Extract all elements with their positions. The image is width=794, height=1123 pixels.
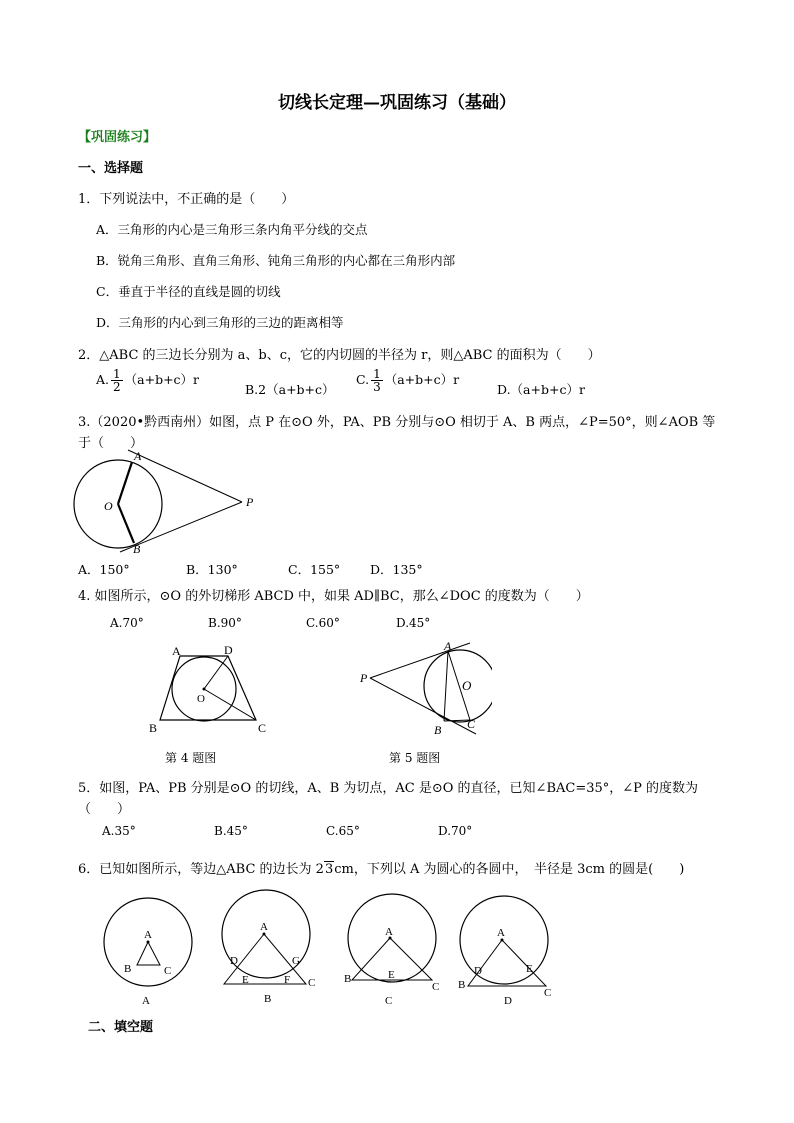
question-5-option-b: B.45° xyxy=(214,824,248,838)
label-c: C xyxy=(308,977,316,989)
question-5-option-d: D.70° xyxy=(438,824,473,838)
label-o: O xyxy=(197,693,205,705)
label-e: E xyxy=(526,963,533,975)
label-b: B xyxy=(149,721,158,735)
chord-ab xyxy=(444,651,448,721)
question-3-stem-line1: 3.（2020•黔西南州）如图，点 P 在⊙O 外，PA、PB 分别与⊙O 相切于 A、B 两点，∠P=50°，则∠AOB 等 xyxy=(78,415,716,430)
label-d: D xyxy=(224,643,233,657)
question-5-figure xyxy=(352,638,492,742)
question-6-figure-b xyxy=(218,886,328,1010)
question-2-option-c: C. $\frac{1}{3}$ （a+b+c）r xyxy=(356,367,460,394)
triangle-abc xyxy=(137,942,160,965)
label-c: C xyxy=(164,965,172,977)
figure-5-caption: 第 5 题图 xyxy=(389,751,441,765)
label-a: A xyxy=(444,639,452,653)
trapezoid-abcd xyxy=(160,656,256,720)
question-4-option-b: B.90° xyxy=(208,616,242,630)
question-5-stem-line2: （ ） xyxy=(78,802,131,817)
question-6-figure-a xyxy=(100,890,200,1010)
question-6-figure-c xyxy=(342,888,452,1010)
label-p: P xyxy=(246,495,254,509)
question-4-option-c: C.60° xyxy=(306,616,340,630)
section-heading-fill: 二、填空题 xyxy=(88,1020,154,1035)
caption-d: D xyxy=(504,995,512,1007)
label-a: A xyxy=(134,449,142,463)
label-o: O xyxy=(104,499,113,513)
label-b: B xyxy=(434,723,442,737)
question-2-option-b: B.2（a+b+c） xyxy=(245,382,335,397)
label-p: P xyxy=(360,671,368,685)
label-o: O xyxy=(462,678,472,693)
question-4-option-d: D.45° xyxy=(396,616,431,630)
label-b: B xyxy=(344,973,352,985)
question-4-option-a: A.70° xyxy=(110,616,144,630)
label-a: A xyxy=(260,921,268,933)
section-heading-choice: 一、选择题 xyxy=(78,161,144,176)
label-c: C xyxy=(467,717,476,731)
label-f: F xyxy=(284,974,291,986)
segment-oc xyxy=(204,689,256,720)
label-a: A xyxy=(172,644,181,658)
figure-4-caption: 第 4 题图 xyxy=(165,751,217,765)
question-3-stem-line2: 于（ ） xyxy=(78,436,144,451)
question-5-stem-line1: 5．如图，PA、PB 分别是⊙O 的切线，A、B 为切点，AC 是⊙O 的直径，已知∠BAC=35°，∠P 的度数为 xyxy=(78,781,699,796)
label-g: G xyxy=(292,955,300,967)
question-1-option-c: C．垂直于半径的直线是圆的切线 xyxy=(96,284,281,299)
segment-od xyxy=(204,656,228,689)
center-dot xyxy=(203,688,206,691)
page-title: 切线长定理—巩固练习（基础） xyxy=(278,93,516,113)
question-6-stem: 6．已知如图所示，等边△ABC 的边长为 23cm，下列以 A 为圆心的各圆中， 半径是 3cm 的圆是( ) xyxy=(78,862,685,877)
question-5-option-a: A.35° xyxy=(102,824,136,838)
question-5-option-c: C.65° xyxy=(326,824,360,838)
question-3-option-a: A．150° xyxy=(78,562,130,577)
question-3-option-d: D．135° xyxy=(370,562,423,577)
triangle-abc xyxy=(468,940,546,986)
label-d: D xyxy=(230,955,238,967)
question-2-option-d: D.（a+b+c）r xyxy=(497,382,585,397)
question-1-stem: 1．下列说法中，不正确的是（ ） xyxy=(78,192,295,207)
question-3-option-c: C．155° xyxy=(288,562,341,577)
question-2-stem: 2．△ABC 的三边长分别为 a、b、c，它的内切圆的半径为 r，则△ABC 的面积为（ ） xyxy=(78,348,601,363)
label-c: C xyxy=(544,987,552,999)
label-b: B xyxy=(458,979,466,991)
section-tag: 【巩固练习】 xyxy=(78,130,157,145)
label-e: E xyxy=(242,974,249,986)
label-b: B xyxy=(133,542,141,556)
label-a: A xyxy=(497,927,505,939)
tangent-pb xyxy=(370,678,476,734)
label-d: D xyxy=(474,965,482,977)
question-6-figure-d xyxy=(456,888,566,1010)
label-c: C xyxy=(432,981,440,993)
radius-ob xyxy=(118,504,134,543)
radius-oa xyxy=(118,462,132,504)
question-3-figure xyxy=(60,440,280,560)
tangent-pa xyxy=(128,450,242,502)
question-4-stem: 4. 如图所示，⊙O 的外切梯形 ABCD 中，如果 AD∥BC，那么∠DOC 的度数为（ ） xyxy=(78,589,589,604)
label-a: A xyxy=(385,926,393,938)
question-3-option-b: B．130° xyxy=(186,562,238,577)
question-4-figure xyxy=(140,640,280,740)
caption-b: B xyxy=(264,993,272,1005)
label-e: E xyxy=(388,969,395,981)
label-c: C xyxy=(258,721,267,735)
question-1-option-b: B．锐角三角形、直角三角形、钝角三角形的内心都在三角形内部 xyxy=(96,253,456,268)
label-b: B xyxy=(124,963,132,975)
caption-a: A xyxy=(142,995,150,1007)
question-1-option-d: D．三角形的内心到三角形的三边的距离相等 xyxy=(96,315,344,330)
label-a: A xyxy=(144,929,152,941)
circle-o xyxy=(424,650,492,722)
question-1-option-a: A．三角形的内心是三角形三条内角平分线的交点 xyxy=(96,222,368,237)
question-2-option-a: A. $\frac{1}{2}$ （a+b+c）r xyxy=(96,367,200,394)
caption-c: C xyxy=(385,995,393,1007)
